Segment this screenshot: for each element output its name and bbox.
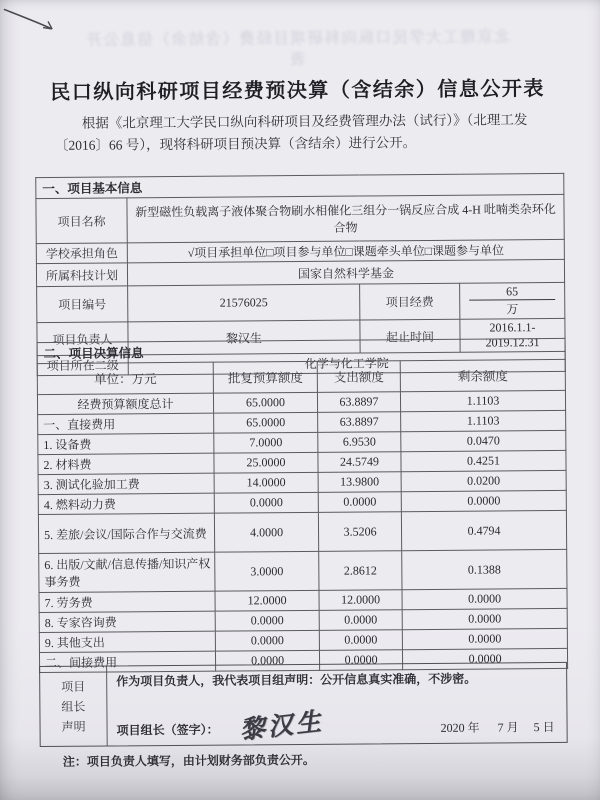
row-spent: 0.0000 [319,630,402,651]
declaration-main [107,663,567,746]
row-label: 1. 设备费 [38,433,214,454]
duration-value: 2016.1.1-2019.12.31 [460,318,565,352]
row-remain: 0.0470 [401,430,566,451]
row-budget: 0.0000 [215,610,319,631]
school-role-label: 学校承担角色 [36,243,127,264]
project-number-row [37,282,565,322]
project-name-row [36,194,564,243]
row-budget: 7.0000 [214,432,318,453]
fund-unit: 万 [506,302,519,317]
duration-label: 起止时间 [360,319,460,353]
row-label: 8. 专家咨询费 [39,611,215,632]
side-label-line: 组长 [61,699,86,714]
row-label: 经费预算额度总计 [37,393,213,414]
signature-row [117,718,559,738]
row-spent: 13.9800 [318,472,401,493]
leader-signature: 黎汉生 [238,706,326,745]
row-budget: 12.0000 [215,590,319,611]
col-header-remain: 剩余额度 [400,359,565,391]
school-unit-label: 项目所在二级 [37,355,128,376]
row-remain: 0.4794 [401,510,566,550]
school-role-value: √项目承担单位□项目参与单位□课题牵头单位□课题参与单位 [127,239,564,262]
row-budget: 14.0000 [214,472,318,493]
col-header-unit: 单位：万元 [37,362,213,394]
program-label: 所属科技计划 [36,263,127,287]
row-budget: 0.0000 [215,630,319,651]
side-label-line: 项目 [61,679,86,694]
row-spent: 0.0000 [319,650,402,671]
row-spent: 63.8897 [318,412,401,433]
school-unit-value: 化学与化工学院 [128,351,565,374]
row-spent: 0.0000 [319,610,402,631]
row-budget: 4.0000 [214,512,318,552]
row-label: 5. 差旅/会议/国际合作与交流费 [38,513,214,553]
row-remain: 1.1103 [400,390,565,411]
fund-amount: 65 [469,284,555,301]
row-spent: 24.5749 [318,452,401,473]
side-label-line: 声明 [61,719,86,734]
row-budget: 25.0000 [214,452,318,473]
project-name-value: 新型磁性负载离子液体聚合物刷水相催化三组分一锅反应合成 4-H 吡喃类杂环化合物 [127,194,564,242]
row-budget: 3.0000 [215,551,319,591]
footer-note: 注：项目负责人填写，由计划财务部负责公开。 [62,752,315,769]
row-spent: 0.0000 [318,492,401,513]
row-budget: 65.0000 [213,392,317,413]
project-fund-label: 项目经费 [360,283,460,320]
row-spent: 3.5206 [318,512,401,552]
col-header-budget: 批复预算额度 [213,361,317,393]
row-label: 3. 测试化验加工费 [38,473,214,494]
row-remain: 0.0000 [402,628,567,649]
intro-paragraph: 根据《北京理工大学民口纵向科研项目及经费管理办法（试行）》（北理工发〔2016〕66 号），现将科研项目预决算（含结余）进行公开。 [54,112,528,153]
col-header-spent: 支出额度 [317,361,400,393]
row-spent: 6.9530 [318,432,401,453]
row-remain: 0.0000 [402,588,567,609]
sign-date: 2020 年 7 月 5 日 [440,720,555,735]
row-remain: 1.1103 [401,410,566,431]
declaration-statement: 作为项目负责人，我代表项目组声明：公开信息真实准确，不涉密。 [116,671,477,689]
table-row-publication [39,549,567,592]
bleedthrough-text: 北京理工大学民口纵向科研项目经费（含结余）信息公开表 [84,29,510,69]
row-label: 4. 燃料动力费 [38,493,214,514]
row-remain: 0.0000 [402,608,567,629]
row-budget: 65.0000 [214,412,318,433]
row-spent: 2.8612 [319,551,402,591]
project-number-value: 21576025 [128,284,360,322]
project-fund-value [460,282,565,319]
row-label: 一、直接费用 [38,413,214,434]
row-remain: 0.1388 [402,549,567,589]
row-label: 9. 其他支出 [39,631,215,652]
row-remain: 0.0000 [401,490,566,511]
pen-mark-icon [1,4,63,38]
project-leader-label: 项目负责人 [37,322,128,356]
row-budget: 0.0000 [215,650,319,671]
settlement-table [37,338,569,673]
row-spent: 63.8897 [317,392,400,413]
table-row-travel [38,510,566,553]
row-remain: 0.4251 [401,450,566,471]
project-number-label: 项目编号 [37,286,128,323]
row-label: 6. 出版/文献/信息传播/知识产权事务费 [39,552,215,592]
sign-label: 项目组长（签字）： [116,722,219,738]
section1-title: 一、项目基本信息 [36,173,564,198]
row-spent: 12.0000 [319,590,402,611]
page-title: 民口纵向科研项目经费预决算（含结余）信息公开表 [50,78,545,104]
column-header-row [37,359,565,394]
declaration-side-label [40,667,108,747]
row-label: 二、间接费用 [39,651,215,672]
row-label: 2. 材料费 [38,453,214,474]
project-name-label: 项目名称 [36,198,127,244]
project-leader-value: 黎汉生 [128,320,360,355]
row-remain: 0.0200 [401,470,566,491]
declaration-box [39,662,568,747]
program-value: 国家自然科学基金 [127,259,564,285]
row-label: 7. 劳务费 [39,591,215,612]
row-remain: 0.0000 [402,648,567,669]
section2-title: 二、项目决算信息 [37,338,565,363]
row-budget: 0.0000 [214,492,318,513]
